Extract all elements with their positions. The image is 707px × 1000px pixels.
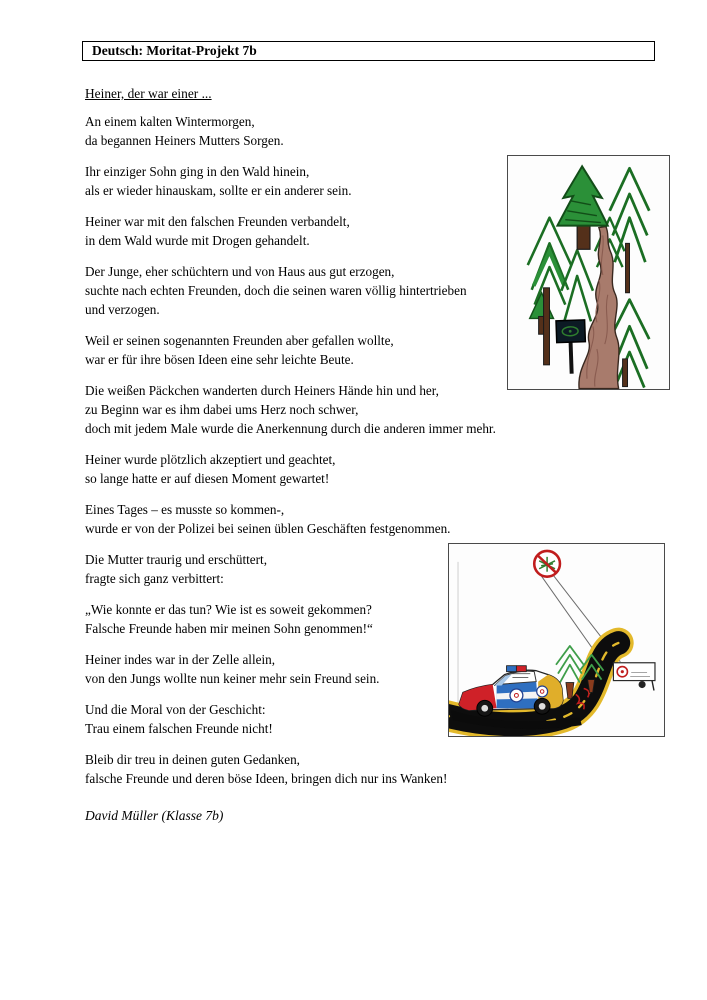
poem-stanza: Die Mutter traurig und erschüttert, fragte sich ganz verbittert: [85,552,268,586]
poem-stanza: „Wie konnte er das tun? Wie ist es soweit gekommen? Falsche Freunde haben mir meinen Sohn genommen!“ [85,602,373,636]
author-signature: David Müller (Klasse 7b) [85,808,224,823]
poem-stanza: An einem kalten Wintermorgen, da begannen Heiners Mutters Sorgen. [85,114,284,148]
lightbar [507,666,527,672]
forest-sign [556,320,586,374]
poem-stanza: Eines Tages – es musste so kommen-, wurde er von der Polizei bei seinen üblen Geschäften festgenommen. [85,502,451,536]
poem-stanza: Weil er seinen sogenannten Freunden aber gefallen wollte, war er für ihre bösen Ideen eine sehr leichte Beute. [85,333,394,367]
trailer [613,663,655,691]
poem-stanza: Heiner war mit den falschen Freunden verbandelt, in dem Wald wurde mit Drogen gehandelt. [85,214,350,248]
poem-stanza: Bleib dir treu in deinen guten Gedanken, falsche Freunde und deren böse Ideen, bringen dich nur ins Wanken! [85,752,448,786]
police-car [459,666,563,716]
poem-stanza: Heiner wurde plötzlich akzeptiert und geachtet, so lange hatte er auf diesen Moment gewartet! [85,452,336,486]
poem-stanza: Die weißen Päckchen wanderten durch Heiners Hände hin und her, zu Beginn war es ihm dabei ums Herz noch schwer, doch mit jedem Male wurde die Anerkennung durch die anderen immer mehr. [85,383,496,436]
header-label: Deutsch: Moritat-Projekt 7b [92,43,257,58]
poem-stanza: Ihr einziger Sohn ging in den Wald hinein, als er wieder hinauskam, sollte er ein anderer sein. [85,164,352,198]
poem-stanza: Heiner indes war in der Zelle allein, von den Jungs wollte nun keiner mehr sein Freund sein. [85,652,380,686]
poem-stanza: Der Junge, eher schüchtern und von Haus aus gut erzogen, suchte nach echten Freunden, doch die seinen waren völlig hintertrieben und verzogen. [85,264,467,317]
poem-title: Heiner, der war einer ... [85,86,212,101]
no-drugs-sign-icon [534,551,560,577]
poem-stanza: Und die Moral von der Geschicht: Trau einem falschen Freunde nicht! [85,702,273,736]
forest-path [579,227,619,389]
police-drawing [448,543,665,737]
police-drawing-canvas [449,544,664,736]
forest-drawing [507,155,670,390]
header-box [82,41,655,61]
forest-drawing-canvas [508,156,669,389]
